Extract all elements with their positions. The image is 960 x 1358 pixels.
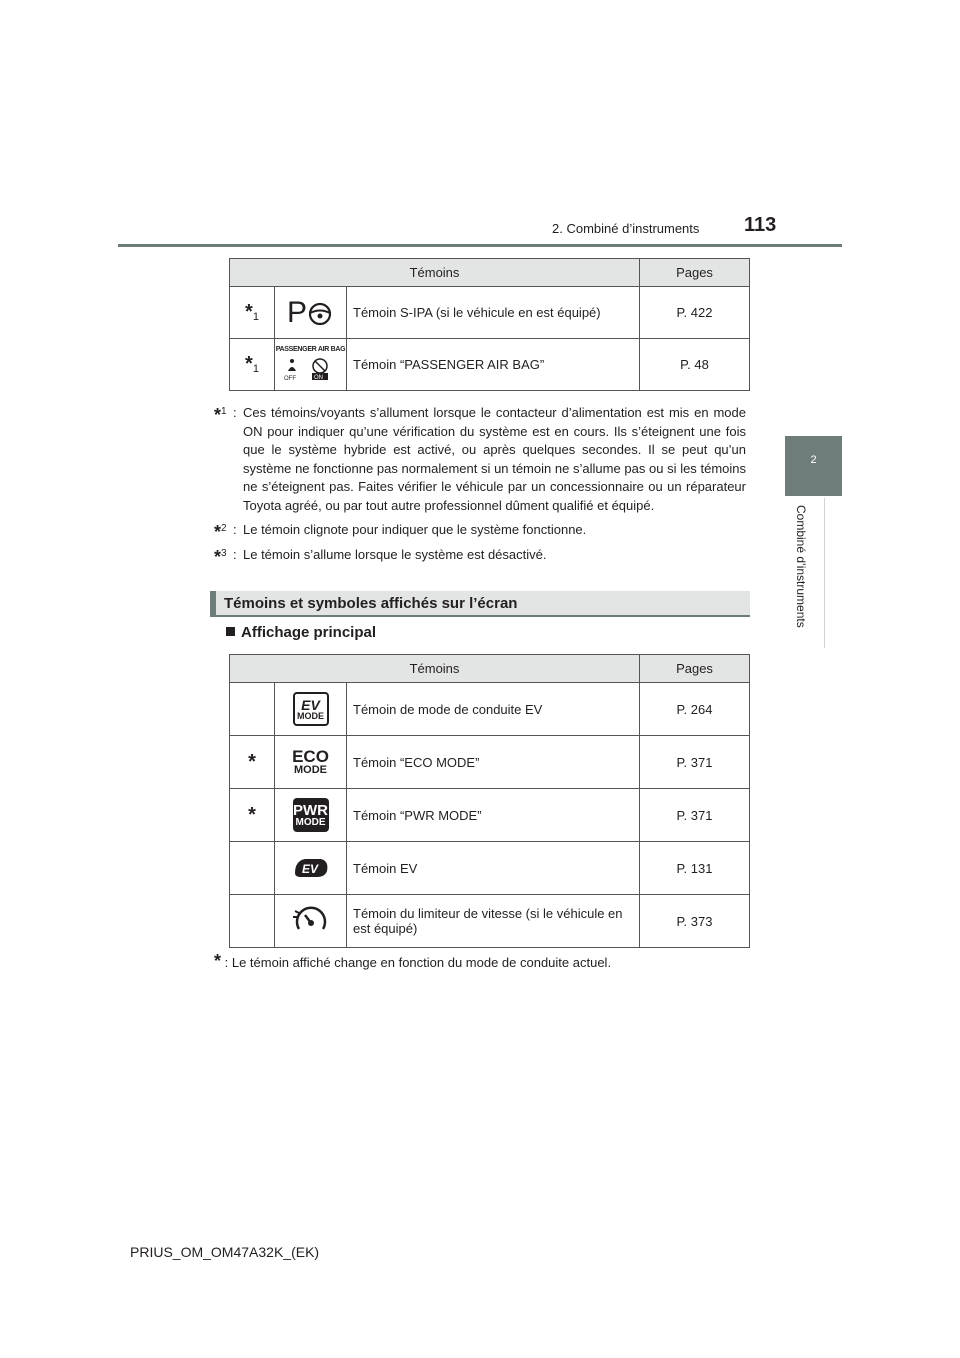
note-marker: *$^2$ <box>214 522 227 542</box>
table-row <box>230 736 750 789</box>
display-symbols-table <box>229 654 750 948</box>
chapter-number: 2 <box>810 454 817 466</box>
chapter-label <box>794 505 810 645</box>
note-text: Le témoin clignote pour indiquer que le système fonctionne. <box>243 522 587 537</box>
row-description: Témoin S-IPA (si le véhicule en est équipé) <box>347 287 640 339</box>
footnote-marker: * <box>214 951 222 971</box>
row-page: P. 373 <box>640 895 750 948</box>
document-code: PRIUS_OM_OM47A32K_(EK) <box>130 1244 320 1260</box>
row-description: Témoin “ECO MODE” <box>347 736 640 789</box>
note-item: *$^2$ : Le témoin clignote pour indiquer que le système fonctionne. <box>214 522 587 542</box>
table-header <box>230 259 750 287</box>
table-row <box>230 895 750 948</box>
row-page: P. 264 <box>640 683 750 736</box>
subsection-heading: Affichage principal <box>226 624 376 641</box>
chapter-label-text: Combiné d’instruments <box>794 505 808 628</box>
col-pages: Pages <box>640 259 750 287</box>
side-divider <box>824 498 825 648</box>
svg-text:EV: EV <box>301 861 318 876</box>
note-marker: *$^1$ <box>214 405 227 425</box>
page-number: 113 <box>744 214 777 236</box>
notes <box>214 404 746 571</box>
table-row <box>230 683 750 736</box>
ev-indicator-icon <box>275 842 347 895</box>
row-page: P. 371 <box>640 789 750 842</box>
footnote-text: : Le témoin affiché change en fonction du mode de conduite actuel. <box>224 955 612 970</box>
passenger-airbag-icon <box>275 339 347 391</box>
table-row <box>230 789 750 842</box>
col-pages: Pages <box>640 655 750 683</box>
pwr-mode-icon: PWR MODE <box>275 789 347 842</box>
row-marker: * <box>230 736 275 789</box>
header-divider <box>118 244 842 247</box>
row-marker: * <box>230 789 275 842</box>
note-text: Le témoin s’allume lorsque le système est désactivé. <box>243 547 547 562</box>
ev-mode-icon: EV MODE <box>275 683 347 736</box>
row-page: P. 48 <box>640 339 750 391</box>
section-heading: Témoins et symboles affichés sur l’écran <box>210 591 750 617</box>
col-temoins: Témoins <box>230 259 640 287</box>
row-page: P. 422 <box>640 287 750 339</box>
airbag-icon-text: PASSENGER AIR BAG <box>275 345 346 353</box>
eco-mode-icon: ECO MODE <box>275 736 347 789</box>
square-bullet-icon <box>226 627 235 636</box>
footnote <box>214 951 754 972</box>
chapter-tab <box>785 436 842 496</box>
parking-steering-icon <box>275 287 347 339</box>
warning-lights-table <box>229 258 750 391</box>
row-description: Témoin du limiteur de vitesse (si le véhicule en est équipé) <box>347 895 640 948</box>
row-marker <box>230 683 275 736</box>
speed-limiter-icon <box>275 895 347 948</box>
row-description: Témoin de mode de conduite EV <box>347 683 640 736</box>
row-marker <box>230 842 275 895</box>
svg-text:P: P <box>286 296 307 328</box>
row-marker: $*_1$ <box>230 287 275 339</box>
row-page: P. 371 <box>640 736 750 789</box>
row-marker <box>230 895 275 948</box>
note-marker: *$^3$ <box>214 547 227 567</box>
section-title: 2. Combiné d’instruments <box>552 221 700 236</box>
table-row <box>230 842 750 895</box>
table-row <box>230 287 750 339</box>
row-marker: $*_1$ <box>230 339 275 391</box>
note-item: *$^3$ : Le témoin s’allume lorsque le système est désactivé. <box>214 547 547 567</box>
row-description: Témoin “PWR MODE” <box>347 789 640 842</box>
svg-text:ON: ON <box>313 374 323 381</box>
note-text: Ces témoins/voyants s’allument lorsque le contacteur d’alimentation est mis en mode ON pour indiquer qu’une vérification du système est en cours. Ils s’éteignent une fois que le système hybride est activé, ou après quelques secondes. Il se peut qu’un système ne fonctionne pas normalement si un témoin ne s’allume pas ou si les témoins ne s’éteignent pas. Faites vérifier le véhicule par un concessionnaire ou un réparateur Toyota agréé, ou par tout autre professionnel dûment qualifié et équipé. <box>243 405 746 513</box>
row-description: Témoin EV <box>347 842 640 895</box>
table-header <box>230 655 750 683</box>
row-description: Témoin “PASSENGER AIR BAG” <box>347 339 640 391</box>
svg-text:OFF: OFF <box>283 375 296 381</box>
row-page: P. 131 <box>640 842 750 895</box>
col-temoins: Témoins <box>230 655 640 683</box>
table-row <box>230 339 750 391</box>
note-item: *$^1$ : Ces témoins/voyants s’allument lorsque le contacteur d’alimentation est mis en mode ON pour indiquer qu’une vérification du système est en cours. Ils s’éteignent une fois que le système hybride est activé, ou après quelques secondes. Il se peut qu’un système ne fonctionne pas normalement si un témoin ne s’allume pas ou si les témoins ne s’éteignent pas. Faites vérifier le véhicule par un concessionnaire ou un réparateur Toyota agréé, ou par tout autre professionnel dûment qualifié et équipé. <box>214 404 746 515</box>
